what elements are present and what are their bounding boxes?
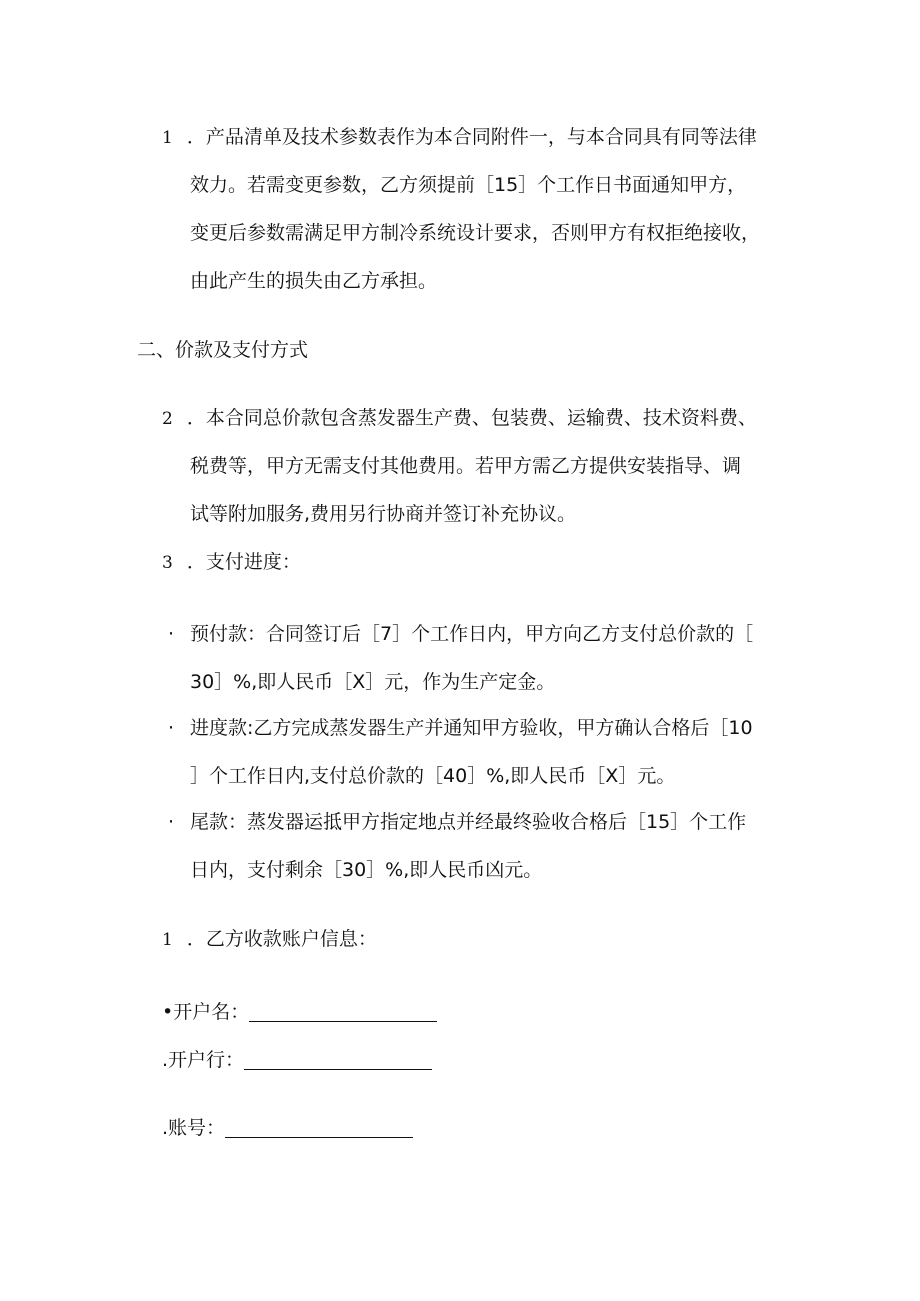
payment-text-line: 预付款：合同签订后［7］个工作日内，甲方向乙方支付总价款的［: [190, 623, 754, 645]
account-bank-label: .开户行：: [162, 1049, 245, 1071]
clause-item-account: [162, 926, 377, 953]
payment-text-line: ］个工作日内,支付总价款的［40］%,即人民币［X］元。: [190, 765, 676, 787]
bullet-icon: ·: [168, 717, 175, 739]
account-name-blank[interactable]: [249, 1021, 437, 1022]
clause-text-line: 变更后参数需满足甲方制冷系统设计要求，否则甲方有权拒绝接收，: [190, 222, 761, 244]
account-number-label: .账号：: [162, 1117, 226, 1139]
clause-item-3: [162, 549, 301, 576]
payment-text-line: 尾款：蒸发器运抵甲方指定地点并经最终验收合格后［15］个工作: [190, 811, 747, 833]
account-number-row: [162, 1115, 413, 1141]
account-bank-blank[interactable]: [244, 1069, 432, 1070]
account-number-blank[interactable]: [225, 1137, 413, 1138]
clause-text-line: ．产品清单及技术参数表作为本合同附件一，与本合同具有同等法律: [186, 126, 757, 148]
clause-number: 1: [162, 930, 173, 950]
clause-number: 1: [162, 128, 173, 148]
payment-text-line: 30］%,即人民币［X］元，作为生产定金。: [190, 671, 556, 693]
account-bank-row: [162, 1047, 432, 1073]
clause-text-line: 由此产生的损失由乙方承担。: [190, 270, 438, 292]
clause-text: ．乙方收款账户信息：: [186, 928, 377, 950]
clause-text-line: 效力。若需变更参数，乙方须提前［15］个工作日书面通知甲方，: [190, 174, 747, 196]
clause-number: 2: [162, 409, 173, 429]
account-name-row: [162, 999, 437, 1025]
payment-text-line: 进度款:乙方完成蒸发器生产并通知甲方验收，甲方确认合格后［10: [190, 717, 753, 739]
clause-text-line: 试等附加服务,费用另行协商并签订补充协议。: [190, 503, 577, 525]
clause-text-line: ．本合同总价款包含蒸发器生产费、包装费、运输费、技术资料费、: [186, 407, 757, 429]
section-heading: 二、价款及支付方式: [137, 339, 309, 361]
clause-text-line: 税费等，甲方无需支付其他费用。若甲方需乙方提供安装指导、调: [190, 455, 742, 477]
bullet-icon: ·: [168, 811, 175, 833]
clause-number: 3: [162, 553, 173, 573]
bullet-icon: ·: [168, 623, 175, 645]
account-name-label: •开户名：: [162, 1001, 250, 1023]
clause-text: ．支付进度：: [186, 551, 301, 573]
payment-text-line: 日内，支付剩余［30］%,即人民币凶元。: [190, 859, 543, 881]
